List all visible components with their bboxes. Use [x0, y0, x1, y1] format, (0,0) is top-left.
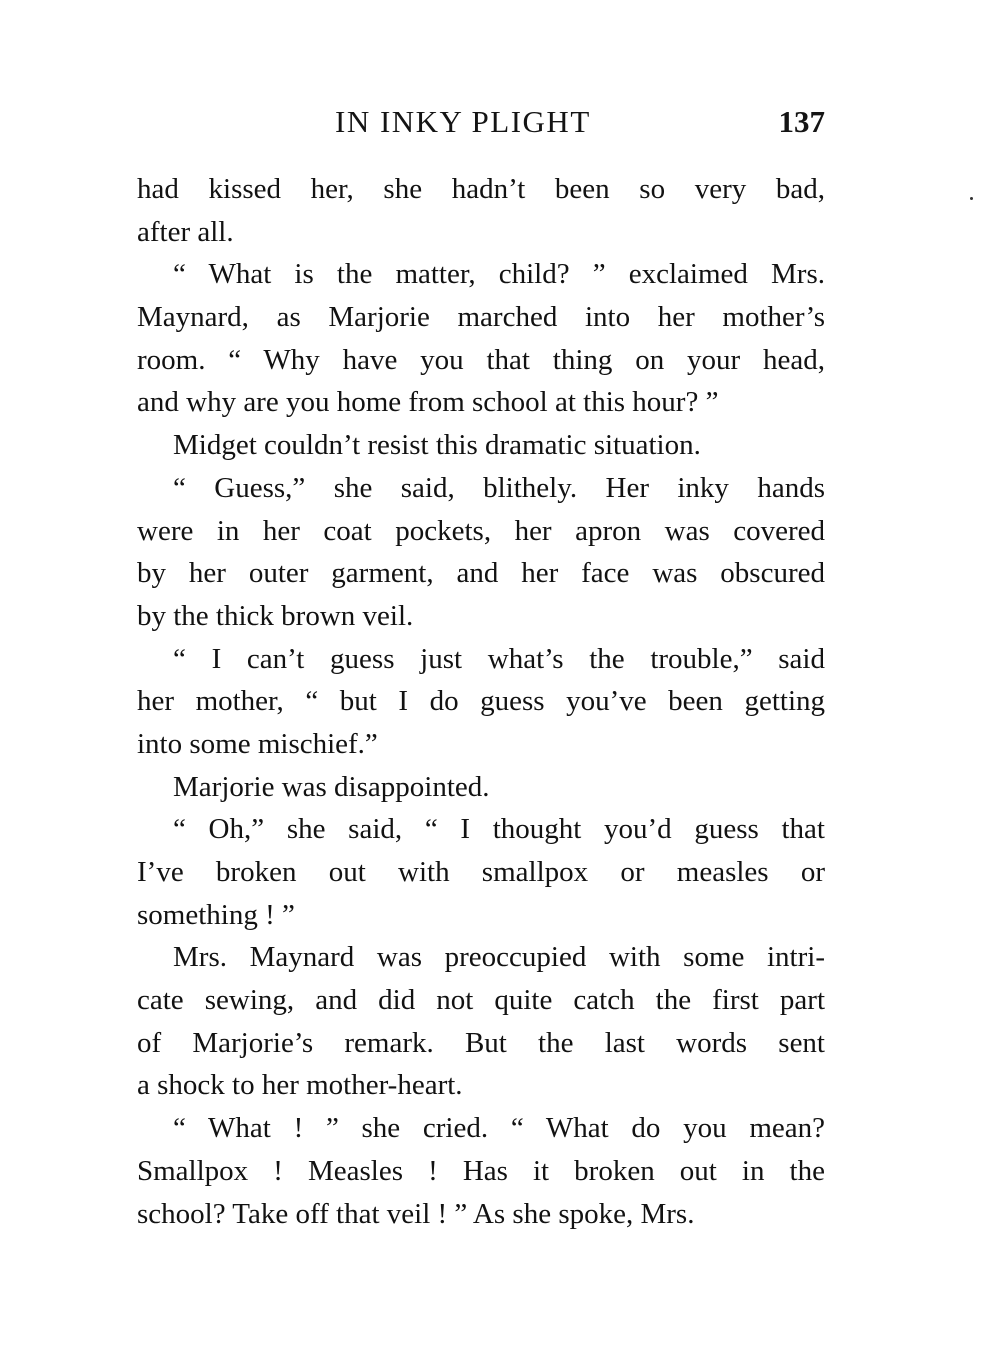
text-line: by her outer garment, and her face was obscured	[137, 557, 825, 590]
text-line: by the thick brown veil.	[137, 599, 414, 632]
text-line: “ What ! ” she cried. “ What do you mean?	[173, 1112, 825, 1145]
text-line: room. “ Why have you that thing on your head,	[137, 343, 825, 376]
text-line: into some mischief.”	[137, 727, 378, 760]
text-line: Marjorie was disappointed.	[173, 770, 490, 803]
paragraph	[137, 1107, 825, 1235]
paragraph	[137, 936, 825, 1107]
text-line: her mother, “ but I do guess you’ve been getting	[137, 685, 825, 718]
text-line: Midget couldn’t resist this dramatic situation.	[173, 429, 701, 462]
paragraph	[137, 638, 825, 766]
paragraph	[137, 808, 825, 936]
text-line: something ! ”	[137, 898, 295, 931]
text-line: a shock to her mother-heart.	[137, 1069, 463, 1102]
text-line: Maynard, as Marjorie marched into her mother’s	[137, 301, 825, 334]
paragraph	[137, 766, 825, 809]
text-line: of Marjorie’s remark. But the last words sent	[137, 1026, 825, 1059]
text-line: “ Oh,” she said, “ I thought you’d guess that	[173, 813, 825, 846]
body-text	[137, 168, 825, 1235]
paragraph	[137, 424, 825, 467]
paragraph	[137, 168, 825, 253]
text-line: cate sewing, and did not quite catch the first part	[137, 984, 825, 1017]
paragraph	[137, 467, 825, 638]
text-line: school? Take off that veil ! ” As she spoke, Mrs.	[137, 1197, 695, 1230]
paragraph	[137, 253, 825, 424]
text-line: “ I can’t guess just what’s the trouble,” said	[173, 642, 825, 675]
text-line: Mrs. Maynard was preoccupied with some intri-	[173, 941, 825, 974]
print-speck	[970, 197, 973, 200]
text-line: “ What is the matter, child? ” exclaimed Mrs.	[173, 258, 825, 291]
text-line: were in her coat pockets, her apron was covered	[137, 514, 825, 547]
text-line: had kissed her, she hadn’t been so very bad,	[137, 173, 825, 205]
page-header	[137, 104, 825, 148]
page-number: 137	[778, 104, 825, 139]
text-line: Smallpox ! Measles ! Has it broken out in the	[137, 1154, 825, 1187]
running-title: IN INKY PLIGHT	[335, 104, 591, 139]
text-line: I’ve broken out with smallpox or measles or	[137, 856, 825, 888]
text-line: and why are you home from school at this hour? ”	[137, 386, 719, 419]
text-line: “ Guess,” she said, blithely. Her inky hands	[173, 471, 825, 504]
text-line: after all.	[137, 215, 234, 248]
